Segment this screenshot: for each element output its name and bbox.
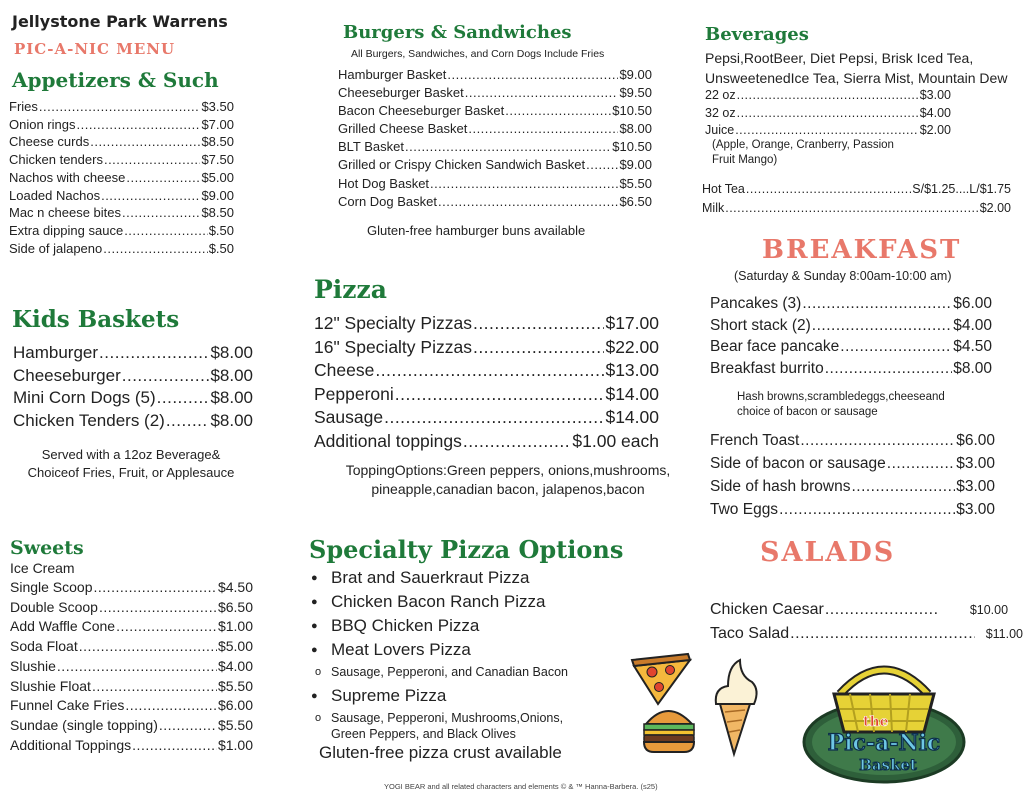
list-item: ● Chicken Bacon Ranch Pizza: [309, 590, 629, 614]
menu-row: [338, 102, 652, 120]
list-item: o Sausage, Pepperoni, Mushrooms,Onions, Green Peppers, and Black Olives: [309, 710, 599, 742]
menu-row: [338, 66, 652, 84]
item-price: $.50: [208, 240, 234, 256]
dot-leader: [79, 637, 217, 657]
logo-pic-a-nic: Pic-a-Nic: [827, 730, 941, 756]
item-price: $10.50: [612, 103, 652, 119]
dot-leader: [825, 358, 952, 380]
dot-leader: [790, 622, 975, 645]
item-name: Fries: [9, 99, 38, 114]
list-item: ● BBQ Chicken Pizza: [309, 614, 629, 638]
juice-note: [712, 138, 894, 168]
menu-row: [314, 359, 659, 383]
item-name: Milk: [702, 200, 725, 215]
dot-leader: [159, 716, 217, 736]
dot-leader: [473, 336, 605, 360]
item-name: 16" Specialty Pizzas: [314, 336, 472, 357]
item-name: Chicken Tenders (2): [13, 410, 165, 430]
item-name: Breakfast burrito: [710, 360, 824, 378]
kids-note: [12, 446, 250, 482]
specialty-list: [309, 566, 629, 742]
dot-leader: [825, 598, 937, 621]
sweets-title: Sweets: [10, 537, 84, 559]
menu-row: [710, 358, 992, 380]
item-name: BLT Basket: [338, 139, 404, 155]
dot-leader: [103, 240, 207, 258]
item-price: $8.00: [210, 410, 253, 430]
juice-note-line1: (Apple, Orange, Cranberry, Passion: [712, 139, 894, 151]
dot-leader: [468, 120, 618, 138]
menu-row: [10, 677, 253, 697]
item-name: Grilled or Crispy Chicken Sandwich Basket: [338, 157, 586, 173]
menu-row: [9, 116, 234, 134]
burgers-title: Burgers & Sandwiches: [343, 22, 572, 43]
breakfast-list: [710, 293, 992, 380]
burgers-note: Gluten-free hamburger buns available: [367, 223, 586, 238]
breakfast-note-line2: choice of bacon or sausage: [737, 406, 878, 418]
specialty-note: Gluten-free pizza crust available: [319, 743, 562, 762]
kids-note-line2: Choiceof Fries, Fruit, or Applesauce: [27, 465, 235, 480]
ice-cream-cone-icon: [716, 660, 757, 754]
beverages-desc: [705, 48, 1007, 88]
item-name: Soda Float: [10, 638, 78, 655]
menu-row: [9, 222, 234, 240]
dot-leader: [125, 696, 217, 716]
breakfast-note-line1: Hash browns,scrambledeggs,cheeseand: [737, 391, 945, 403]
item-price: $9.00: [201, 187, 234, 203]
copyright-footer: YOGI BEAR and all related characters and elements © & ™ Hanna-Barbera. (s25): [384, 782, 658, 791]
item-name: Hot Tea: [702, 182, 745, 196]
dot-leader: [157, 387, 210, 410]
item-name: 32 oz: [705, 105, 736, 120]
beverages-line2: UnsweetenedIce Tea, Sierra Mist, Mountain Dew: [705, 70, 1008, 86]
dot-leader: [405, 138, 611, 156]
dot-leader: [124, 222, 208, 240]
dot-leader: [473, 312, 605, 336]
item-name: Slushie Float: [10, 677, 91, 694]
dot-leader: [737, 105, 919, 123]
item-name: Bear face pancake: [710, 338, 840, 356]
menu-row: [705, 122, 951, 140]
item-name: Side of bacon or sausage: [710, 455, 886, 472]
kids-note-line1: Served with a 12oz Beverage&: [41, 447, 221, 462]
item-price: $8.00: [210, 388, 253, 407]
item-price: $.50: [208, 222, 234, 238]
menu-row: [9, 169, 234, 187]
item-name: Funnel Cake Fries: [10, 697, 125, 714]
list-item: ● Supreme Pizza: [309, 684, 629, 708]
sweets-subtitle: Ice Cream: [10, 560, 75, 576]
item-name: Side of hash browns: [710, 478, 851, 495]
item-price: $8.50: [201, 205, 234, 221]
dot-leader: [99, 598, 217, 618]
menu-row: [10, 598, 253, 618]
dot-leader: [430, 175, 618, 193]
item-name: Bacon Cheeseburger Basket: [338, 103, 505, 119]
logo-the: the: [863, 714, 889, 730]
item-name: Sausage: [314, 407, 384, 427]
dot-leader: [737, 87, 919, 105]
dot-leader: [505, 102, 611, 120]
item-price: $4.50: [217, 579, 253, 595]
specialty-sub-list-2: [309, 710, 599, 742]
item-price: $7.50: [201, 152, 234, 168]
menu-row: [9, 98, 234, 116]
item-price: $6.50: [619, 193, 652, 209]
menu-row: [9, 240, 234, 258]
pizza-note: [322, 461, 694, 499]
menu-row: [10, 617, 253, 637]
item-name: Juice: [705, 123, 735, 137]
dot-leader: [812, 315, 952, 337]
dot-leader: [104, 151, 201, 169]
menu-row: [710, 475, 995, 498]
breakfast-note: [737, 390, 945, 420]
dot-leader: [94, 578, 217, 598]
dot-leader: [101, 187, 200, 205]
item-name: Nachos with cheese: [9, 169, 126, 185]
item-price: $6.50: [217, 598, 253, 615]
item-name: Extra dipping sauce: [9, 222, 124, 238]
pizza-title: Pizza: [314, 275, 387, 304]
burgers-list: [338, 66, 652, 211]
menu-row: [702, 180, 1011, 199]
beverages-list-2: [702, 180, 1011, 217]
item-price: $22.00: [605, 336, 659, 357]
beverages-list: [705, 87, 951, 140]
dot-leader: [375, 359, 604, 383]
item-name: Grilled Cheese Basket: [338, 121, 468, 137]
menu-row: [10, 637, 253, 657]
dot-leader: [800, 429, 955, 452]
item-price: $9.50: [619, 85, 652, 101]
dot-leader: [99, 342, 209, 365]
dot-leader: [57, 657, 217, 677]
specialty-title: Specialty Pizza Options: [309, 535, 624, 564]
item-price: $8.00: [210, 365, 253, 385]
burgers-subtitle: All Burgers, Sandwiches, and Corn Dogs Include Fries: [351, 48, 605, 60]
item-price: $6.00: [953, 295, 992, 312]
burger-icon: [644, 711, 694, 752]
menu-row: [314, 336, 659, 360]
item-name: Mac n cheese bites: [9, 205, 122, 221]
item-name: Taco Salad: [710, 625, 790, 642]
item-price: $4.00: [953, 316, 992, 334]
menu-row: [10, 696, 253, 716]
list-item: ● Brat and Sauerkraut Pizza: [309, 566, 629, 590]
dot-leader: [122, 204, 200, 222]
item-price: $17.00: [605, 313, 659, 333]
dot-leader: [395, 383, 605, 407]
item-name: Hamburger: [13, 343, 99, 362]
appetizers-list: [9, 98, 234, 257]
list-item: o Sausage, Pepperoni, and Canadian Bacon: [309, 664, 629, 680]
item-price: $13.00: [605, 360, 659, 380]
dot-leader: [122, 365, 210, 388]
dot-leader: [447, 66, 618, 84]
dot-leader: [116, 617, 217, 637]
beverages-title: Beverages: [705, 24, 809, 45]
food-illustrations: [628, 652, 788, 762]
item-price: $4.00: [217, 657, 253, 674]
menu-row: [710, 293, 992, 315]
dot-leader: [132, 736, 217, 756]
item-price: $1.00: [217, 618, 253, 635]
pizza-slice-icon: [632, 654, 690, 704]
item-name: Cheese: [314, 360, 375, 380]
item-price: $7.00: [201, 116, 234, 132]
item-price: $8.50: [201, 134, 234, 150]
menu-row: [9, 151, 234, 169]
salads-title: SALADS: [760, 537, 896, 568]
item-name: 22 oz: [705, 88, 736, 102]
menu-row: [338, 84, 652, 102]
item-name: Additional Toppings: [10, 736, 132, 753]
item-name: Mini Corn Dogs (5): [13, 388, 156, 407]
menu-row: [705, 105, 951, 123]
pizza-list: [314, 312, 659, 453]
dot-leader: [840, 336, 952, 358]
menu-row: [314, 383, 659, 407]
item-name: Corn Dog Basket: [338, 193, 437, 209]
dot-leader: [851, 475, 955, 498]
breakfast-title: BREAKFAST: [762, 235, 962, 265]
item-name: Hamburger Basket: [338, 67, 447, 82]
menu-row: [338, 175, 652, 193]
item-price: $10.50: [612, 139, 652, 155]
item-name: Additional toppings: [314, 430, 462, 451]
dot-leader: [92, 677, 217, 697]
menu-row: [13, 365, 253, 388]
menu-row: [13, 342, 253, 365]
item-price: $4.00: [919, 105, 951, 120]
dot-leader: [735, 122, 919, 140]
menu-row: [702, 199, 1011, 218]
specialty-sub-list: [309, 664, 629, 680]
kids-title: Kids Baskets: [12, 306, 180, 333]
item-name: 12" Specialty Pizzas: [314, 313, 472, 333]
menu-row: [9, 133, 234, 151]
item-name: Two Eggs: [710, 501, 779, 518]
item-price: $5.50: [217, 716, 253, 733]
item-name: Onion rings: [9, 116, 76, 132]
breakfast-hours: (Saturday & Sunday 8:00am-10:00 am): [734, 269, 952, 283]
item-price: $3.00: [956, 478, 995, 495]
item-price: $6.00: [956, 432, 995, 449]
item-name: Cheeseburger Basket: [338, 85, 464, 101]
menu-row: [710, 315, 992, 337]
juice-note-line2: Fruit Mango): [712, 154, 778, 166]
item-price: $5.50: [619, 175, 652, 191]
dot-leader: [586, 156, 618, 174]
pic-a-nic-basket-logo: [800, 654, 970, 786]
item-name: Pepperoni: [314, 383, 394, 404]
item-name: Chicken tenders: [9, 152, 103, 168]
dot-leader: [779, 498, 955, 521]
item-price: $4.50: [953, 338, 992, 356]
menu-row: [10, 657, 253, 677]
dot-leader: [39, 98, 201, 116]
item-name: Side of jalapeno: [9, 240, 103, 256]
menu-row: [338, 156, 652, 174]
kids-list: [13, 342, 253, 432]
menu-row: [314, 312, 659, 336]
item-price: $9.00: [619, 157, 652, 173]
item-name: Add Waffle Cone: [10, 618, 116, 635]
item-price: $2.00: [919, 123, 951, 137]
menu-row: [10, 736, 253, 756]
item-price: $5.50: [217, 677, 253, 694]
dot-leader: [465, 84, 619, 102]
breakfast-list-2: [710, 429, 995, 521]
item-name: Slushie: [10, 657, 56, 674]
item-price: $5.00: [217, 638, 253, 655]
item-name: Cheeseburger: [13, 365, 121, 385]
item-price: $8.00: [953, 360, 992, 378]
item-name: Cheese curds: [9, 134, 90, 150]
dot-leader: [166, 410, 210, 433]
menu-row: [710, 622, 1023, 646]
dot-leader: [76, 116, 200, 134]
dot-leader: [887, 452, 955, 475]
item-name: Loaded Nachos: [9, 187, 101, 203]
appetizers-title: Appetizers & Such: [12, 68, 219, 92]
item-price: $14.00: [605, 383, 659, 404]
dot-leader: [126, 169, 200, 187]
pizza-note-line1: ToppingOptions:Green peppers, onions,mushrooms,: [345, 462, 671, 478]
item-price: $3.00: [956, 501, 995, 518]
menu-row: [710, 598, 1023, 622]
item-price: $2.00: [979, 200, 1011, 215]
item-price: S/$1.25....L/$1.75: [912, 182, 1011, 196]
item-price: $10.00: [969, 603, 1009, 617]
dot-leader: [725, 199, 979, 218]
menu-row: [338, 120, 652, 138]
dot-leader: [438, 193, 618, 211]
menu-row: [10, 716, 253, 736]
dot-leader: [90, 133, 200, 151]
item-price: $3.00: [956, 455, 995, 472]
item-price: $6.00: [217, 697, 253, 714]
item-price: $11.00: [985, 627, 1023, 641]
menu-row: [710, 336, 992, 358]
menu-row: [710, 452, 995, 475]
dot-leader: [463, 430, 572, 454]
menu-row: [710, 429, 995, 452]
dot-leader: [746, 180, 911, 199]
item-name: Single Scoop: [10, 579, 93, 595]
item-price: $8.00: [210, 343, 253, 362]
item-name: Short stack (2): [710, 316, 811, 334]
menu-row: [13, 410, 253, 433]
beverages-line1: Pepsi,RootBeer, Diet Pepsi, Brisk Iced Tea,: [705, 50, 974, 66]
item-price: $5.00: [201, 169, 234, 185]
menu-row: [338, 138, 652, 156]
menu-row: [9, 187, 234, 205]
item-price: $3.50: [201, 99, 234, 114]
dot-leader: [384, 406, 604, 430]
pizza-note-line2: pineapple,canadian bacon, jalapenos,bacon: [371, 481, 645, 497]
menu-row: [314, 430, 659, 454]
item-name: Chicken Caesar: [710, 601, 824, 618]
menu-row: [710, 498, 995, 521]
item-price: $9.00: [619, 67, 652, 82]
item-name: Hot Dog Basket: [338, 175, 430, 191]
menu-row: [13, 387, 253, 410]
menu-row: [338, 193, 652, 211]
menu-row: [9, 204, 234, 222]
item-price: $1.00 each: [572, 430, 659, 451]
item-name: Sundae (single topping): [10, 716, 158, 733]
specialty-main-list-2: [309, 684, 629, 708]
dot-leader: [802, 293, 952, 315]
list-item: ● Meat Lovers Pizza: [309, 638, 629, 662]
item-price: $8.00: [619, 121, 652, 137]
item-name: French Toast: [710, 432, 800, 449]
salads-list: [710, 598, 1023, 646]
item-name: Double Scoop: [10, 598, 98, 615]
item-name: Pancakes (3): [710, 295, 802, 312]
menu-row: [705, 87, 951, 105]
logo-basket: Basket: [859, 756, 917, 774]
sweets-list: [10, 578, 253, 755]
menu-title: PIC-A-NIC MENU: [14, 40, 176, 58]
menu-row: [314, 406, 659, 430]
item-price: $14.00: [605, 407, 659, 427]
item-price: $3.00: [919, 88, 951, 102]
park-name: Jellystone Park Warrens: [12, 12, 228, 31]
specialty-main-list: [309, 566, 629, 662]
menu-row: [10, 578, 253, 598]
item-price: $1.00: [217, 736, 253, 753]
